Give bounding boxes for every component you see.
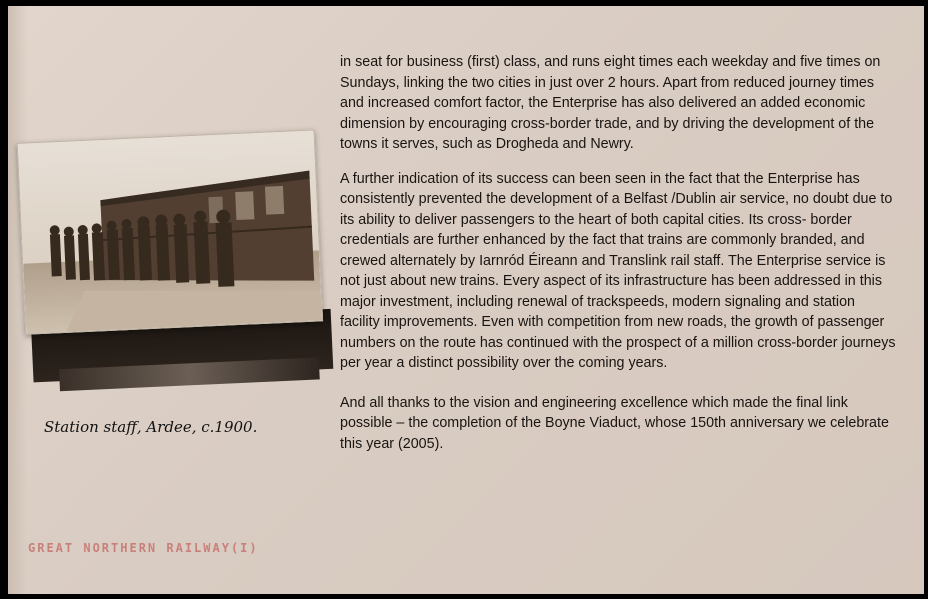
photo-caption: Station staff, Ardee, c.1900. (44, 418, 258, 436)
railway-stamp: GREAT NORTHERN RAILWAY(I) (28, 541, 259, 555)
paragraph-2: A further indication of its success can been seen in the fact that the Enterprise has consistently prevented the development of a Belfast /Dublin air service, no doubt due to its ability to deliver passengers to the heart of both capital cities. Its cross- border credentials are further enhanced by the fact that trains are commonly branded, and crewed alternately by Iarnród Éireann and Translink rail staff. The Enterprise service is not just about new trains. Every aspect of its infrastructure has been addressed in this major investment, including renewal of trackspeeds, modern signaling and station facility improvements. Even with competition from new roads, the growth of passenger numbers on the route has continued with the prospect of a million cross-border journeys per year a distinct possibility over the coming years. (340, 170, 896, 371)
paragraph-3: And all thanks to the vision and engineering excellence which made the final link possible – the completion of the Boyne Viaduct, whose 150th anniversary we celebrate this year (2005). (340, 394, 889, 452)
brochure-page (8, 6, 924, 594)
photo-mount (17, 129, 328, 382)
sepia-photo-illustration (18, 130, 322, 333)
station-staff-photo (17, 129, 323, 334)
paragraph-1: in seat for business (first) class, and runs eight times each weekday and five times on Sundays, linking the two cities in just over 2 hours. Apart from reduced journey times and increased comfort factor, the Enterprise has also delivered an added economic dimension by encouraging cross-border trade, and by driving the development of the towns it serves, such as Drogheda and Newry. (340, 54, 881, 152)
body-text (340, 52, 896, 468)
